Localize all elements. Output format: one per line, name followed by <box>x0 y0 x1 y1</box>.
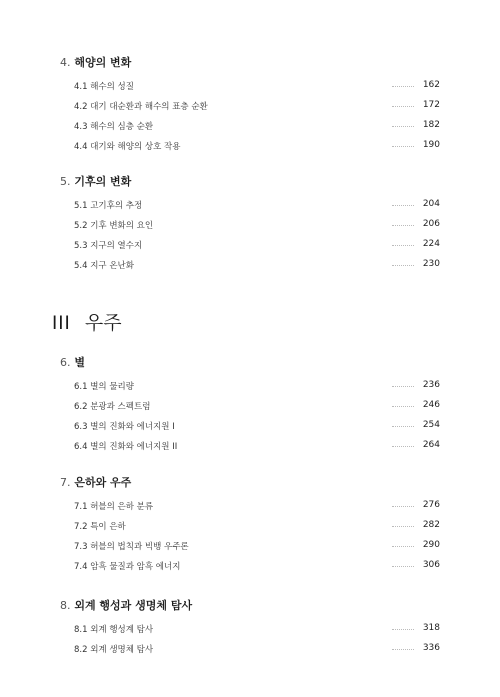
entry-label: 7.1 허블의 은하 분류 <box>74 502 154 512</box>
chapter-heading <box>60 474 131 490</box>
toc-entry[interactable] <box>74 80 440 94</box>
entry-label: 5.2 기후 변화의 요인 <box>74 221 154 231</box>
entry-label: 4.2 대기 대순환과 해수의 표층 순환 <box>74 102 208 112</box>
entry-page: 206 <box>422 219 440 229</box>
toc-entry[interactable] <box>74 400 440 414</box>
toc-entry[interactable] <box>74 219 440 233</box>
entry-page: 246 <box>422 400 440 410</box>
dot-leader <box>392 649 414 650</box>
entry-label: 7.3 허블의 법칙과 빅뱅 우주론 <box>74 542 189 552</box>
toc-entry[interactable] <box>74 380 440 394</box>
part-title: 우주 <box>84 312 122 334</box>
toc-entry[interactable] <box>74 259 440 273</box>
chapter-title: 별 <box>74 356 85 369</box>
entry-label: 7.2 특이 은하 <box>74 522 126 532</box>
dot-leader <box>392 106 414 107</box>
entry-page: 254 <box>422 420 440 430</box>
toc-entry[interactable] <box>74 100 440 114</box>
entry-page: 282 <box>422 520 440 530</box>
toc-entry[interactable] <box>74 420 440 434</box>
entry-label: 5.4 지구 온난화 <box>74 261 134 271</box>
entry-page: 318 <box>422 623 440 633</box>
dot-leader <box>392 245 414 246</box>
part-number: III <box>52 313 71 334</box>
dot-leader <box>392 86 414 87</box>
dot-leader <box>392 506 414 507</box>
entry-page: 290 <box>422 540 440 550</box>
entry-label: 6.1 별의 물리량 <box>74 382 134 392</box>
part-heading <box>52 308 122 335</box>
entry-page: 264 <box>422 440 440 450</box>
entry-page: 276 <box>422 500 440 510</box>
entry-page: 230 <box>422 259 440 269</box>
dot-leader <box>392 526 414 527</box>
chapter-number: 8. <box>60 599 71 612</box>
entry-label: 7.4 암흑 물질과 암흑 에너지 <box>74 562 181 572</box>
dot-leader <box>392 225 414 226</box>
chapter-title: 은하와 우주 <box>74 476 132 489</box>
entry-page: 172 <box>422 100 440 110</box>
chapter-heading <box>60 597 192 613</box>
toc-entry[interactable] <box>74 540 440 554</box>
toc-entry[interactable] <box>74 140 440 154</box>
dot-leader <box>392 386 414 387</box>
entry-label: 6.4 별의 진화와 에너지원 II <box>74 442 178 452</box>
entry-page: 182 <box>422 120 440 130</box>
chapter-title: 기후의 변화 <box>74 175 132 188</box>
toc-entry[interactable] <box>74 239 440 253</box>
dot-leader <box>392 126 414 127</box>
entry-label: 5.3 지구의 열수지 <box>74 241 143 251</box>
entry-page: 204 <box>422 199 440 209</box>
entry-label: 4.4 대기와 해양의 상호 작용 <box>74 142 181 152</box>
toc-entry[interactable] <box>74 120 440 134</box>
entry-page: 306 <box>422 560 440 570</box>
toc-entry[interactable] <box>74 623 440 637</box>
toc-entry[interactable] <box>74 500 440 514</box>
toc-entry[interactable] <box>74 560 440 574</box>
chapter-number: 6. <box>60 356 71 369</box>
entry-label: 6.2 분광과 스펙트럼 <box>74 402 151 412</box>
toc-entry[interactable] <box>74 643 440 657</box>
entry-page: 162 <box>422 80 440 90</box>
entry-label: 8.1 외계 행성계 탐사 <box>74 625 154 635</box>
dot-leader <box>392 629 414 630</box>
chapter-number: 7. <box>60 476 71 489</box>
chapter-heading <box>60 354 85 370</box>
dot-leader <box>392 146 414 147</box>
toc-entry[interactable] <box>74 520 440 534</box>
toc-entry[interactable] <box>74 440 440 454</box>
dot-leader <box>392 566 414 567</box>
entry-label: 4.1 해수의 성질 <box>74 82 134 92</box>
dot-leader <box>392 406 414 407</box>
entry-page: 336 <box>422 643 440 653</box>
dot-leader <box>392 426 414 427</box>
dot-leader <box>392 546 414 547</box>
chapter-heading <box>60 54 131 70</box>
entry-label: 8.2 외계 생명체 탐사 <box>74 645 154 655</box>
dot-leader <box>392 446 414 447</box>
chapter-number: 4. <box>60 56 71 69</box>
dot-leader <box>392 265 414 266</box>
entry-page: 236 <box>422 380 440 390</box>
entry-label: 5.1 고기후의 추정 <box>74 201 143 211</box>
chapter-heading <box>60 173 131 189</box>
chapter-title: 외계 행성과 생명체 탐사 <box>74 599 193 612</box>
entry-label: 4.3 해수의 심층 순환 <box>74 122 154 132</box>
chapter-title: 해양의 변화 <box>74 56 132 69</box>
entry-label: 6.3 별의 진화와 에너지원 I <box>74 422 175 432</box>
chapter-number: 5. <box>60 175 71 188</box>
toc-entry[interactable] <box>74 199 440 213</box>
entry-page: 224 <box>422 239 440 249</box>
entry-page: 190 <box>422 140 440 150</box>
dot-leader <box>392 205 414 206</box>
